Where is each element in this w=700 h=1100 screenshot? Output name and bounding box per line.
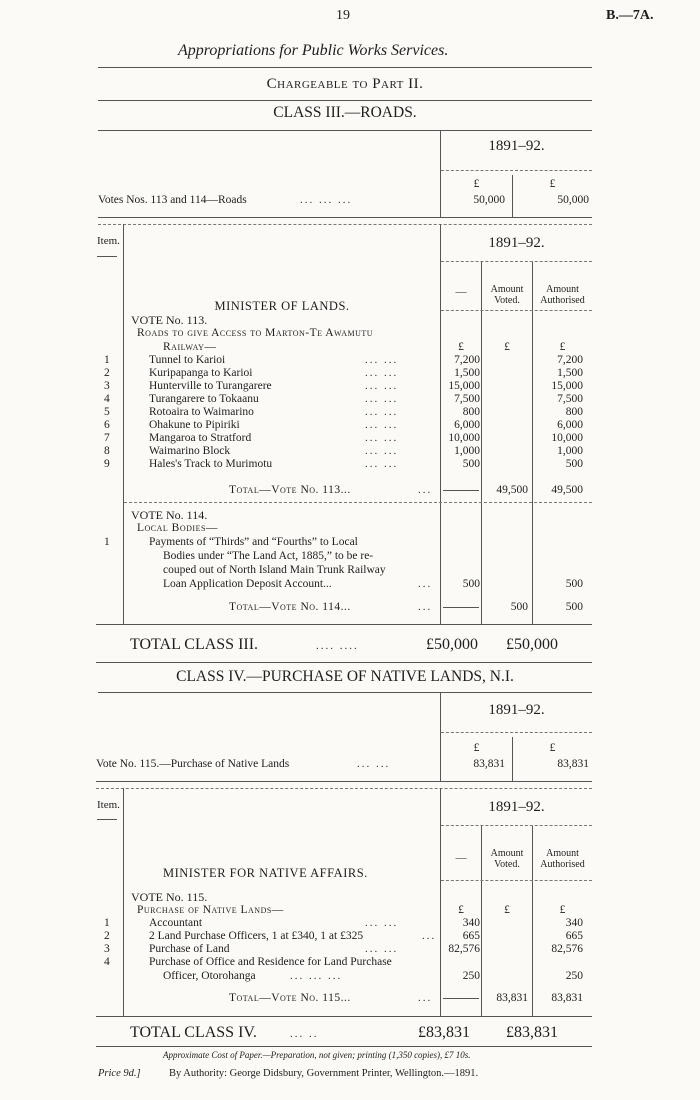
detail1-year-rule: [441, 261, 592, 262]
vote113-item-authorised: 1,500: [557, 367, 583, 379]
detail1-currency-2: £: [504, 341, 510, 353]
vote113-item-authorised: 7,200: [557, 354, 583, 366]
vote113-item-amount: 500: [462, 458, 480, 470]
vote113-item-amount: 1,000: [454, 445, 480, 457]
class4-title-rule: [98, 692, 592, 693]
summary2-year: 1891–92.: [488, 702, 545, 718]
detail2-item-divider: [123, 788, 124, 1016]
vote115-item-label: Purchase of Land: [149, 943, 230, 955]
vote113-item-dots: ... ...: [365, 432, 399, 444]
footer-price: Price 9d.]: [98, 1068, 141, 1079]
vote114-total-authorised: 500: [565, 601, 583, 613]
vote113-total-dots: ...: [418, 484, 433, 496]
vote113-item-authorised: 800: [565, 406, 583, 418]
summary1-col1: 50,000: [473, 194, 505, 206]
footer-authority: By Authority: George Didsbury, Government Printer, Wellington.—1891.: [169, 1068, 479, 1079]
vote115-total-authorised: 83,831: [551, 992, 583, 1004]
detail2-amount-voted-1: Amount: [490, 848, 524, 859]
vote115-item-label: Accountant: [149, 917, 203, 929]
vote113-item-amount: 7,500: [454, 393, 480, 405]
vote113-item-amount: 10,000: [448, 432, 480, 444]
vote113-item-dots: ... ...: [365, 380, 399, 392]
vote113-item-authorised: 10,000: [551, 432, 583, 444]
vote114-heading: Local Bodies—: [137, 522, 218, 534]
vote114-authorised: 500: [565, 578, 583, 590]
vote115-item-amount: 340: [462, 917, 480, 929]
vote115-item4-amount: 250: [462, 970, 480, 982]
class3-detail-bottom-rule: [96, 624, 592, 625]
vote114-total-voted: 500: [510, 601, 528, 613]
class4-title: CLASS IV.—PURCHASE OF NATIVE LANDS, N.I.: [176, 668, 514, 685]
vote114-item-no: 1: [104, 536, 110, 548]
vote113-item-no: 6: [104, 419, 110, 431]
vote115-item-authorised: 665: [565, 930, 583, 942]
detail2-currency-1: £: [458, 904, 464, 916]
vote113-item-amount: 7,200: [454, 354, 480, 366]
vote115-item4-dots: ... ... ...: [290, 970, 343, 982]
detail1-item-divider: [123, 224, 124, 624]
vote115-item4-no: 4: [104, 956, 110, 968]
detail1-currency-1: £: [458, 341, 464, 353]
class4-total-authorised: £83,831: [506, 1024, 558, 1041]
vote113-item-amount: 1,500: [454, 367, 480, 379]
vote113-item-label: Kuripapanga to Karioi: [149, 367, 253, 379]
class4-detail-bottom-rule: [96, 1016, 592, 1017]
class4-minister: MINISTER FOR NATIVE AFFAIRS.: [163, 866, 368, 880]
vote113-item-authorised: 6,000: [557, 419, 583, 431]
summary1-col2: 50,000: [557, 194, 589, 206]
vote113-item-no: 7: [104, 432, 110, 444]
vote113-item-dots: ... ...: [365, 367, 399, 379]
vote113-item-no: 1: [104, 354, 110, 366]
vote113-item-authorised: 7,500: [557, 393, 583, 405]
vote113-item-dots: ... ...: [365, 445, 399, 457]
vote113-item-dots: ... ...: [365, 458, 399, 470]
vote115-title: VOTE No. 115.: [131, 890, 208, 904]
detail2-amount-voted-2: Voted.: [494, 859, 520, 870]
vote115-total-label: Total—Vote No. 115...: [229, 992, 351, 1004]
vote113-item-no: 9: [104, 458, 110, 470]
summary2-year-rule: [441, 732, 592, 733]
vote114-line3: couped out of North Island Main Trunk Railway: [163, 564, 386, 576]
vote113-item-dots: ... ...: [365, 393, 399, 405]
footer-cost: Approximate Cost of Paper.—Preparation, not given; printing (1,350 copies), £7 10s.: [163, 1050, 471, 1060]
detail2-dash: —: [455, 852, 467, 864]
vote113-item-label: Waimarino Block: [149, 445, 231, 457]
summary1-bottom-rule: [98, 217, 592, 218]
vote113-item-authorised: 15,000: [551, 380, 583, 392]
vote113-item-label: Turangarere to Tokaanu: [149, 393, 259, 405]
detail2-year-rule: [441, 825, 592, 826]
vote114-line2: Bodies under “The Land Act, 1885,” to be re-: [163, 550, 374, 562]
detail1-divider-voted: [481, 262, 482, 624]
vote114-dots: ...: [418, 578, 433, 590]
vote113-item-authorised: 1,000: [557, 445, 583, 457]
vote113-item-amount: 15,000: [448, 380, 480, 392]
vote115-total-dots: ...: [418, 992, 433, 1004]
vote115-item-amount: 665: [462, 930, 480, 942]
summary2-col1: 83,831: [473, 758, 505, 770]
detail2-currency-2: £: [504, 904, 510, 916]
vote113-item-dots: ... ...: [365, 406, 399, 418]
vote113-item-label: Tunnel to Karioi: [149, 354, 226, 366]
vote115-item-dots: ... ...: [365, 943, 399, 955]
detail1-dash: —: [455, 286, 467, 298]
class3-title: CLASS III.—ROADS.: [273, 104, 417, 121]
vote115-item4-line2: Officer, Otorohanga: [163, 970, 256, 982]
vote113-item-no: 5: [104, 406, 110, 418]
detail1-amount-voted-1: Amount: [490, 284, 524, 295]
class3-total-rule: [96, 662, 592, 663]
vote113-total-authorised: 49,500: [551, 484, 583, 496]
detail1-amount-auth-1: Amount: [546, 284, 579, 295]
vote115-item-authorised: 82,576: [551, 943, 583, 955]
chargeable-rule: [98, 100, 592, 101]
detail2-year: 1891–92.: [488, 799, 545, 815]
vote113-heading1: Roads to give Access to Marton-Te Awamutu: [137, 327, 374, 339]
vote113-item-label: Hales's Track to Murimotu: [149, 458, 273, 470]
detail1-top-rule: [98, 224, 592, 225]
vote115-item4-line1: Purchase of Office and Residence for Land Purchase: [149, 956, 392, 968]
vote113-heading2: Railway—: [163, 341, 217, 353]
vote115-item-label: 2 Land Purchase Officers, 1 at £340, 1 at £325: [149, 930, 364, 942]
class3-total-authorised: £50,000: [506, 636, 558, 653]
class4-total-voted: £83,831: [418, 1024, 470, 1041]
vote113-item-amount: 800: [462, 406, 480, 418]
summary1-year-rule: [441, 170, 592, 171]
summary1-currency-1: £: [473, 178, 480, 190]
detail1-subheader-rule: [441, 310, 592, 311]
vote113-item-dots: ... ...: [365, 354, 399, 366]
page-title: Appropriations for Public Works Services.: [178, 42, 449, 59]
vote115-item-authorised: 340: [565, 917, 583, 929]
summary1-dots: ... ... ...: [300, 194, 353, 206]
summary2-bottom-rule: [96, 781, 592, 782]
vote115-item4-authorised: 250: [565, 970, 583, 982]
vote113-item-no: 2: [104, 367, 110, 379]
summary2-col2: 83,831: [557, 758, 589, 770]
item-column-label: Item.: [97, 235, 120, 247]
vote113-total-voted: 49,500: [496, 484, 528, 496]
vote114-amount: 500: [462, 578, 480, 590]
vote115-heading: Purchase of Native Lands—: [137, 904, 284, 916]
vote115-item-no: 3: [104, 943, 110, 955]
detail2-currency-3: £: [559, 904, 566, 916]
vote113-item-authorised: 500: [565, 458, 583, 470]
class3-title-rule: [98, 130, 592, 131]
item-column-label-2: Item.: [97, 799, 120, 811]
vote113-item-label: Mangaroa to Stratford: [149, 432, 252, 444]
detail1-amount-auth-2: Authorised: [540, 295, 585, 306]
page-number: 19: [336, 8, 350, 23]
class3-total-label: TOTAL CLASS III.: [130, 636, 259, 653]
vote113-total-label: Total—Vote No. 113...: [229, 484, 351, 496]
vote113-subtotal-rule: [443, 490, 479, 491]
detail2-amount-auth-1: Amount: [546, 848, 579, 859]
vote114-subtotal-rule: [443, 607, 479, 608]
detail1-currency-3: £: [559, 341, 566, 353]
vote113-item-no: 4: [104, 393, 110, 405]
item-label-rule-2: [97, 819, 117, 820]
chargeable-heading: Chargeable to Part II.: [266, 76, 424, 92]
summary2-currency-1: £: [473, 742, 480, 754]
detail2-subheader-rule: [441, 880, 592, 881]
vote113-item-no: 3: [104, 380, 110, 392]
class3-minister: MINISTER OF LANDS.: [214, 299, 350, 313]
detail2-amount-auth-2: Authorised: [540, 859, 585, 870]
vote113-item-label: Hunterville to Turangarere: [149, 380, 272, 392]
vote115-item-no: 2: [104, 930, 110, 942]
vote113-item-no: 8: [104, 445, 110, 457]
document-reference: B.—7A.: [606, 8, 654, 23]
vote115-item-no: 1: [104, 917, 110, 929]
detail1-year: 1891–92.: [488, 235, 545, 251]
vote115-item-dots: ... ...: [365, 917, 399, 929]
title-rule: [98, 67, 592, 68]
vote113-title: VOTE No. 113.: [131, 313, 208, 327]
vote115-total-voted: 83,831: [496, 992, 528, 1004]
vote114-line1: Payments of “Thirds” and “Fourths” to Local: [149, 536, 358, 548]
class4-total-dots: ... ..: [290, 1028, 319, 1040]
vote113-item-amount: 6,000: [454, 419, 480, 431]
vote114-line4: Loan Application Deposit Account...: [163, 578, 332, 590]
vote114-title: VOTE No. 114.: [131, 508, 208, 522]
class4-total-rule: [96, 1046, 592, 1047]
vote115-subtotal-rule: [443, 998, 479, 999]
class3-total-dots: .... ....: [316, 640, 359, 652]
vote114-total-dots: ...: [418, 601, 433, 613]
summary1-label: Votes Nos. 113 and 114—Roads: [98, 194, 247, 206]
vote113-bottom-rule: [124, 502, 592, 503]
vote113-item-label: Ohakune to Pipiriki: [149, 419, 240, 431]
summary2-label: Vote No. 115.—Purchase of Native Lands: [96, 758, 290, 770]
detail1-amount-voted-2: Voted.: [494, 295, 520, 306]
summary2-dots: ... ...: [357, 758, 391, 770]
vote115-item-dots: ...: [422, 930, 437, 942]
detail2-top-rule: [96, 788, 592, 789]
summary2-currency-2: £: [549, 742, 556, 754]
vote114-total-label: Total—Vote No. 114...: [229, 601, 351, 613]
vote113-item-label: Rotoaira to Waimarino: [149, 406, 254, 418]
item-label-rule: [97, 256, 117, 257]
class4-total-label: TOTAL CLASS IV.: [130, 1024, 257, 1041]
vote115-item-amount: 82,576: [448, 943, 480, 955]
summary1-year: 1891–92.: [488, 138, 545, 154]
summary1-currency-2: £: [549, 178, 556, 190]
class3-total-voted: £50,000: [426, 636, 478, 653]
vote113-item-dots: ... ...: [365, 419, 399, 431]
